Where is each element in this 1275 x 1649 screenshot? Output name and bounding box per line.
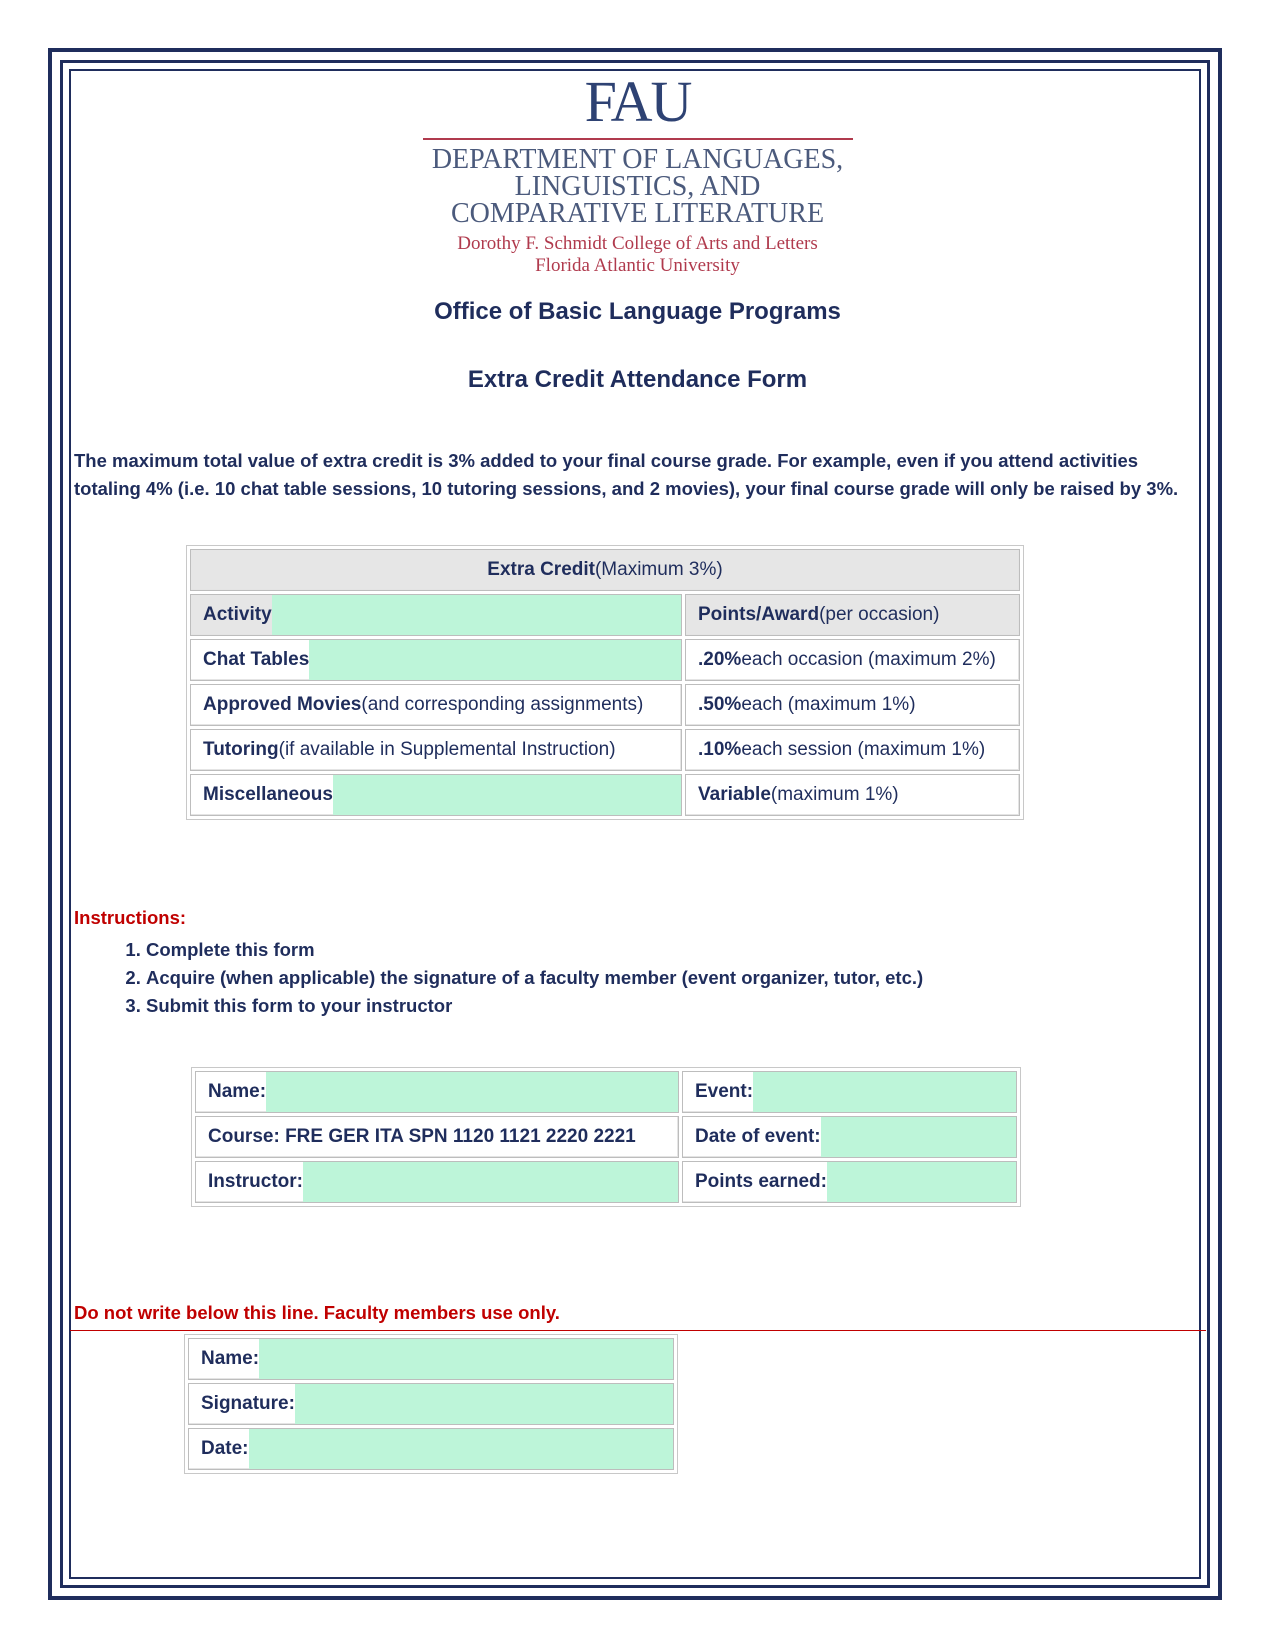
faculty-name-cell: Name:	[188, 1338, 674, 1380]
activity-header-field[interactable]	[272, 595, 681, 635]
table-row	[190, 774, 1020, 816]
logo-college: Dorothy F. Schmidt College of Arts and Letters	[457, 233, 818, 254]
logo-university: Florida Atlantic University	[535, 255, 740, 276]
intro-paragraph: The maximum total value of extra credit is 3% added to your final course grade. For example, even if you attend activities totaling 4% (i.e. 10 chat table sessions, 10 tutoring sessions, and 2 movies), your final course grade will only be raised by 3%.	[74, 450, 1179, 499]
department-logo	[0, 70, 1275, 277]
faculty-divider	[70, 1330, 1206, 1331]
date-of-event-cell: Date of event:	[682, 1116, 1017, 1158]
faculty-signature-field[interactable]	[295, 1384, 673, 1424]
credit-table-caption: Extra Credit (Maximum 3%)	[190, 549, 1020, 591]
points-cell: Variable (maximum 1%)	[685, 774, 1020, 816]
date-of-event-field[interactable]	[821, 1117, 1016, 1157]
instructor-field[interactable]	[303, 1162, 678, 1202]
logo-department-line-1: DEPARTMENT OF LANGUAGES,	[431, 144, 844, 175]
instructions-list	[108, 936, 923, 1020]
student-name-field[interactable]	[266, 1072, 678, 1112]
form-title: Extra Credit Attendance Form	[467, 366, 808, 393]
student-info-table	[191, 1067, 1021, 1207]
table-row	[190, 729, 1020, 771]
list-item: 3. Submit this form to your instructor	[146, 992, 923, 1020]
course-cell: Course: FRE GER ITA SPN 1120 1121 2220 2221	[195, 1116, 679, 1158]
office-title: Office of Basic Language Programs	[434, 298, 841, 325]
activity-cell: Miscellaneous	[190, 774, 682, 816]
name-cell: Name:	[195, 1071, 679, 1113]
activity-cell: Tutoring (if available in Supplemental Instruction)	[190, 729, 682, 771]
event-cell: Event:	[682, 1071, 1017, 1113]
activity-cell: Chat Tables	[190, 639, 682, 681]
faculty-date-cell: Date:	[188, 1428, 674, 1470]
logo-wordmark: FAU	[584, 69, 691, 134]
table-row	[190, 684, 1020, 726]
faculty-signature-cell: Signature:	[188, 1383, 674, 1425]
faculty-name-field[interactable]	[259, 1339, 673, 1379]
points-earned-field[interactable]	[827, 1162, 1016, 1202]
faculty-warning: Do not write below this line. Faculty members use only.	[74, 1302, 560, 1323]
event-field[interactable]	[753, 1072, 1016, 1112]
logo-department-line-3: COMPARATIVE LITERATURE	[450, 198, 825, 229]
extra-credit-table	[186, 545, 1024, 820]
faculty-date-field[interactable]	[249, 1429, 673, 1469]
points-earned-cell: Points earned:	[682, 1161, 1017, 1203]
logo-rule	[423, 138, 853, 140]
activity-cell: Approved Movies (and corresponding assignments)	[190, 684, 682, 726]
points-cell: .10% each session (maximum 1%)	[685, 729, 1020, 771]
faculty-table	[184, 1334, 678, 1474]
list-item: 1. Complete this form	[146, 936, 923, 964]
chat-tables-field[interactable]	[309, 640, 681, 680]
instructor-cell: Instructor:	[195, 1161, 679, 1203]
logo-department-line-2: LINGUISTICS, AND	[514, 171, 761, 202]
points-header: Points/Award (per occasion)	[685, 594, 1020, 636]
points-cell: .50% each (maximum 1%)	[685, 684, 1020, 726]
activity-header: Activity	[190, 594, 682, 636]
instructions-heading: Instructions:	[74, 907, 187, 928]
list-item: 2. Acquire (when applicable) the signature of a faculty member (event organizer, tutor, etc.)	[146, 964, 923, 992]
points-cell: .20% each occasion (maximum 2%)	[685, 639, 1020, 681]
miscellaneous-field[interactable]	[333, 775, 681, 815]
table-row	[190, 639, 1020, 681]
